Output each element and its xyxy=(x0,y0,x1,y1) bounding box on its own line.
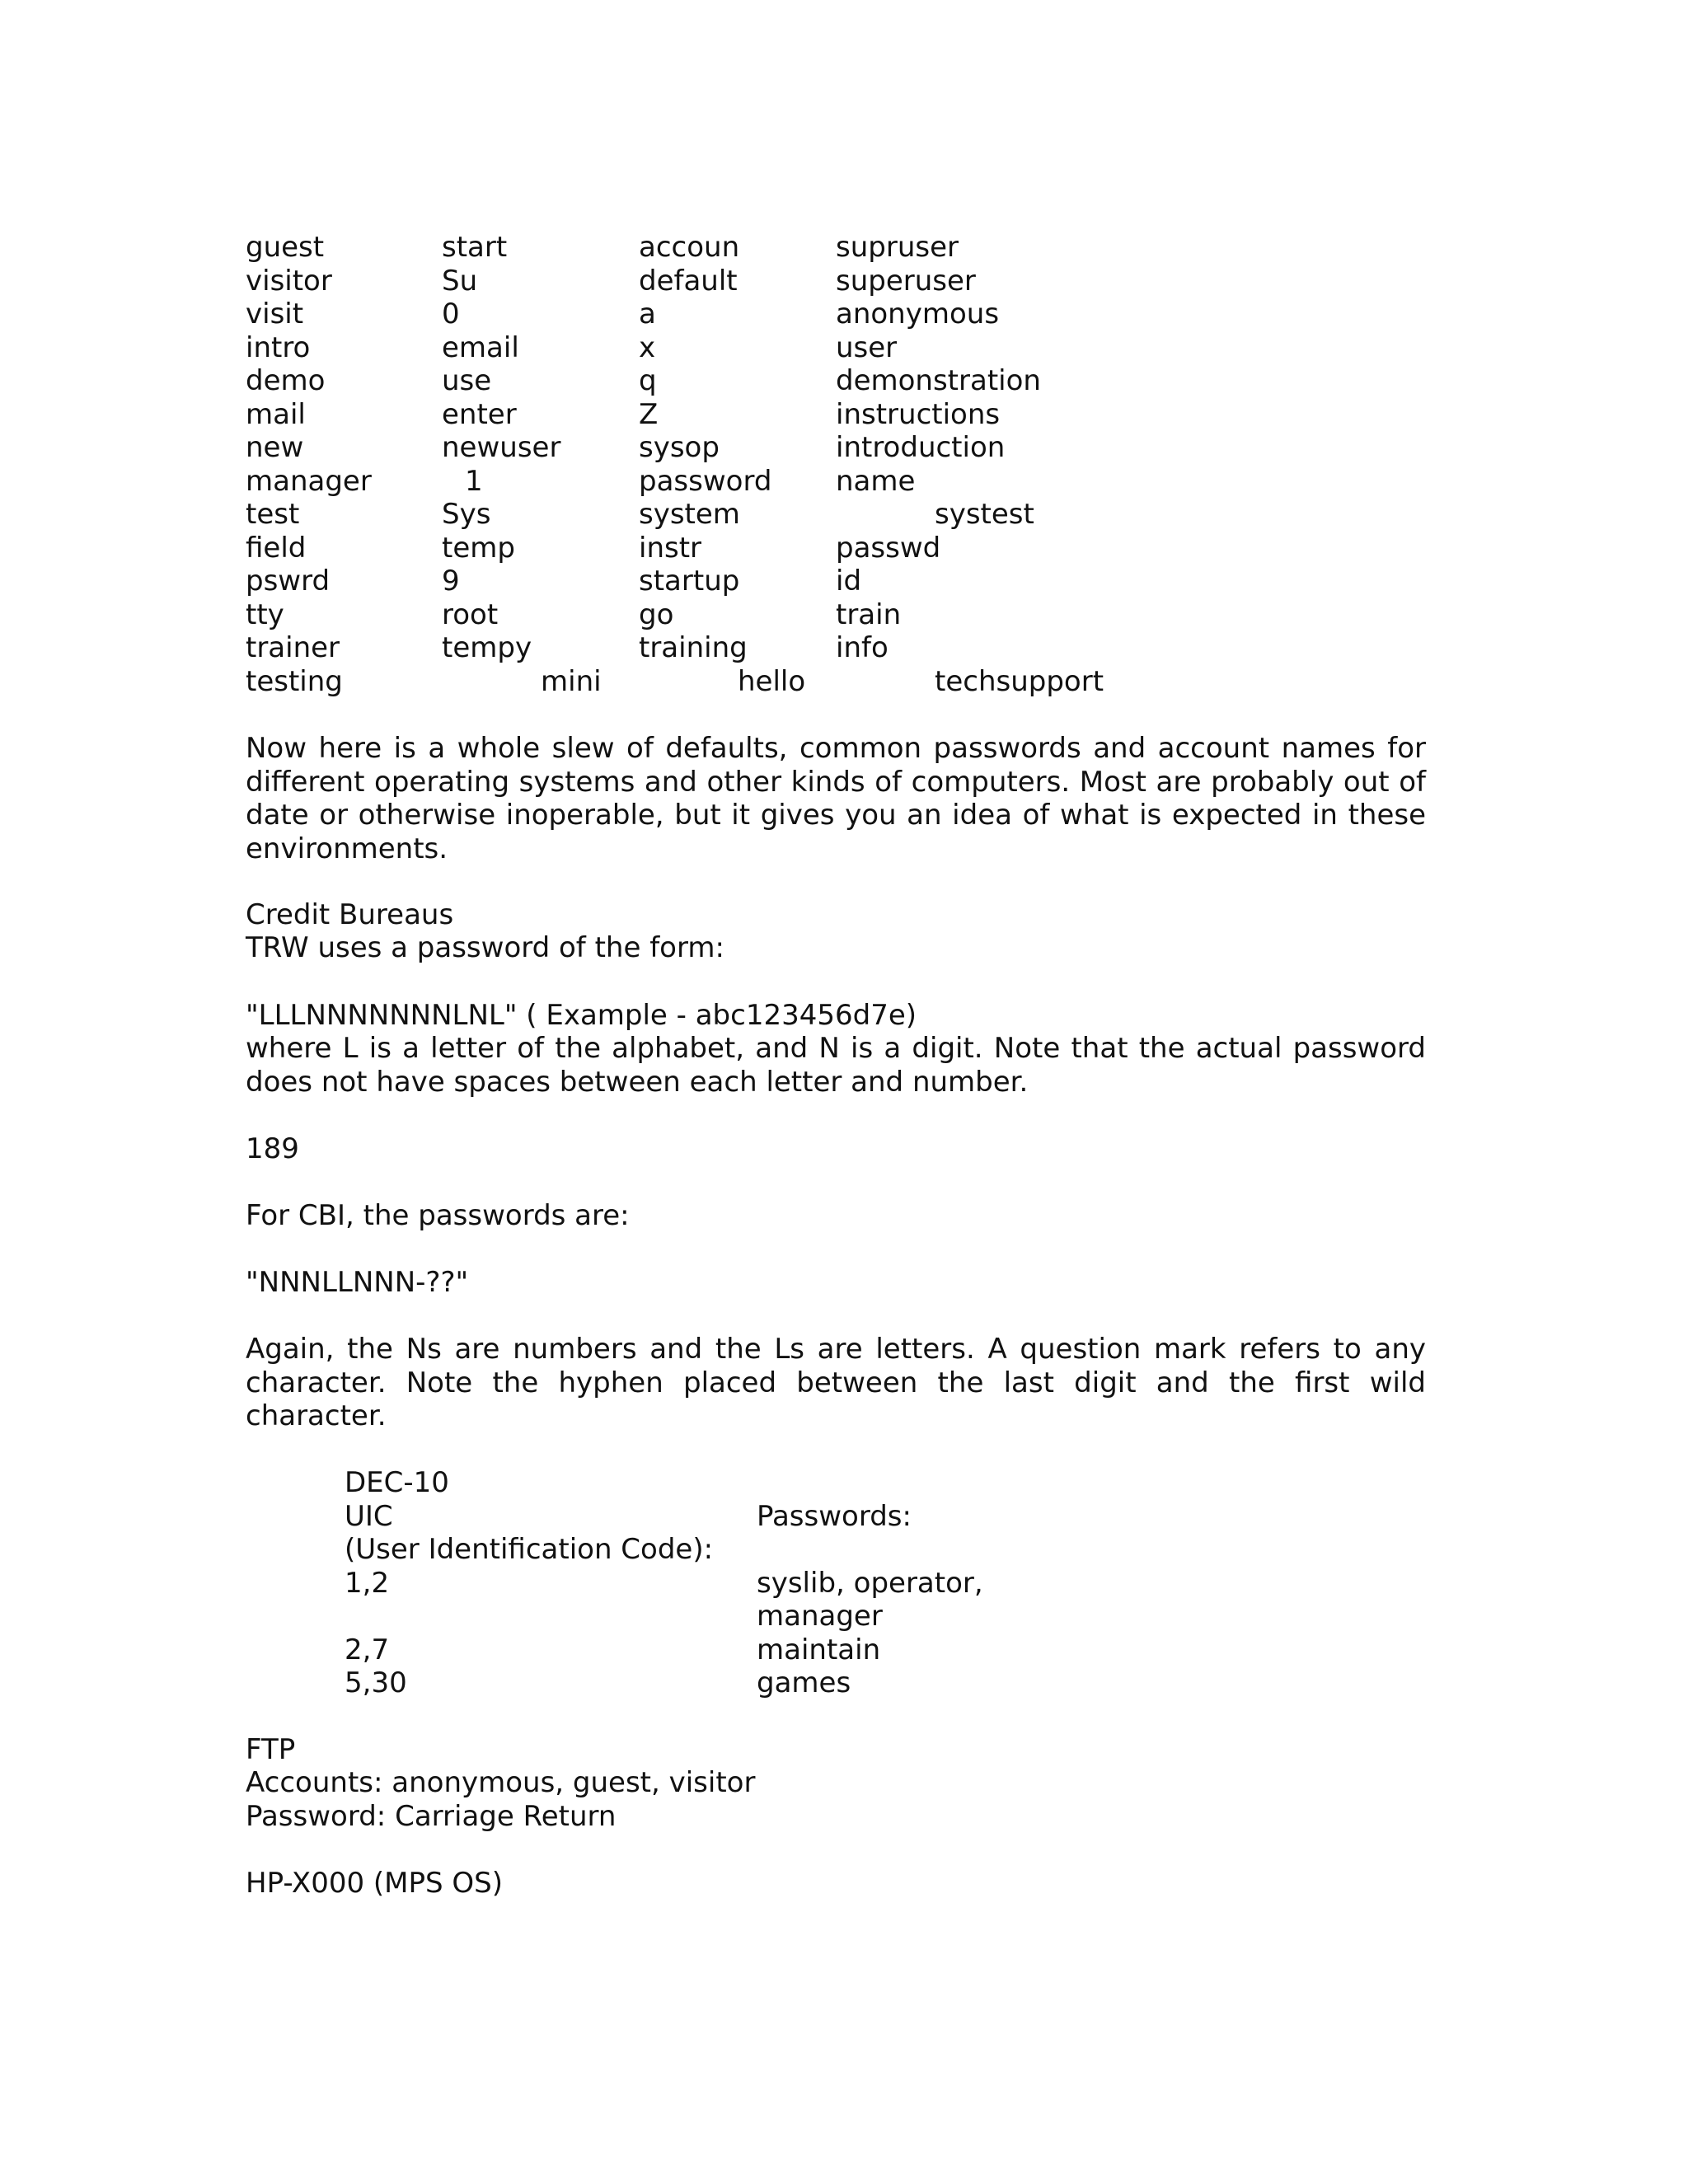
table-cell: tempy xyxy=(442,631,532,664)
table-cell: q xyxy=(639,364,657,397)
table-cell: test xyxy=(246,498,300,531)
dec10-title: DEC-10 xyxy=(345,1466,449,1499)
dec10-title-row xyxy=(345,1466,1086,1500)
table-row xyxy=(246,298,1152,331)
table-row xyxy=(246,565,1152,598)
cbi-description: For CBI, the passwords are: xyxy=(246,1199,630,1232)
table-cell: train xyxy=(836,598,902,631)
dec10-uic-full-row xyxy=(345,1533,1086,1567)
dec10-entry xyxy=(345,1633,1086,1667)
page-number: 189 xyxy=(246,1132,299,1165)
table-cell: demonstration xyxy=(836,364,1041,397)
table-cell: Sys xyxy=(442,498,491,531)
table-cell: new xyxy=(246,431,304,464)
table-cell: hello xyxy=(738,664,806,698)
dec10-passwords: syslib, operator, xyxy=(757,1566,983,1600)
dec10-passwords: maintain xyxy=(757,1633,881,1666)
table-cell: instructions xyxy=(836,397,1001,431)
table-cell: Su xyxy=(442,264,478,298)
table-row xyxy=(246,364,1152,398)
table-row xyxy=(246,532,1152,565)
dec10-uic: 1,2 xyxy=(345,1566,390,1600)
table-cell: visit xyxy=(246,298,304,330)
dec10-entry xyxy=(345,1600,1086,1633)
table-cell: training xyxy=(639,631,748,664)
dec10-entry xyxy=(345,1567,1086,1601)
table-cell: instr xyxy=(639,531,702,565)
dec10-entry xyxy=(345,1666,1086,1700)
credit-bureaus-heading: Credit Bureaus xyxy=(246,898,454,931)
table-cell: tty xyxy=(246,598,284,631)
dec10-section xyxy=(345,1466,1086,1700)
table-cell: accoun xyxy=(639,231,740,264)
table-cell: systest xyxy=(935,498,1034,531)
table-cell: field xyxy=(246,531,307,565)
table-cell: 0 xyxy=(442,298,460,330)
table-row xyxy=(246,465,1152,499)
dec10-uic-full: (User Identification Code): xyxy=(345,1533,714,1566)
table-row xyxy=(246,665,1152,699)
table-cell: techsupport xyxy=(935,664,1104,698)
intro-paragraph: Now here is a whole slew of defaults, common passwords and account names for different operating systems and other kinds of computers. Most are probably out of date or otherwise inoperable, but it gives you an idea of what is expected in these environments. xyxy=(246,732,1426,865)
table-cell: email xyxy=(442,330,519,364)
table-cell: anonymous xyxy=(836,298,1000,330)
table-cell: info xyxy=(836,631,889,664)
table-cell: a xyxy=(639,298,656,330)
ftp-heading: FTP xyxy=(246,1733,296,1766)
default-accounts-table xyxy=(246,231,1152,698)
table-row xyxy=(246,398,1152,432)
table-cell: root xyxy=(442,598,499,631)
table-cell: use xyxy=(442,364,492,397)
ftp-accounts: Accounts: anonymous, guest, visitor xyxy=(246,1766,756,1799)
table-row xyxy=(246,598,1152,632)
table-row xyxy=(246,498,1152,532)
cbi-explanation: Again, the Ns are numbers and the Ls are letters. A question mark refers to any character. Note the hyphen placed between the last digit and the first wild character. xyxy=(246,1333,1426,1432)
dec10-uic: 2,7 xyxy=(345,1633,390,1666)
dec10-header-row xyxy=(345,1500,1086,1534)
dec10-uic-label: UIC xyxy=(345,1499,393,1533)
table-cell: superuser xyxy=(836,264,976,298)
table-cell: mini xyxy=(541,664,602,698)
table-cell: sysop xyxy=(639,431,720,464)
table-row xyxy=(246,331,1152,365)
table-row xyxy=(246,265,1152,298)
dec10-passwords: manager xyxy=(757,1600,883,1633)
table-cell: passwd xyxy=(836,531,941,565)
trw-password-format: "LLLNNNNNNNLNL" ( Example - abc123456d7e) xyxy=(246,999,917,1032)
cbi-password-format: "NNNLLNNN-??" xyxy=(246,1266,469,1299)
table-cell: trainer xyxy=(246,631,340,664)
table-cell: supruser xyxy=(836,231,959,264)
table-cell: guest xyxy=(246,231,325,264)
table-cell: demo xyxy=(246,364,326,397)
table-cell: go xyxy=(639,598,674,631)
table-cell: intro xyxy=(246,330,311,364)
hp-heading: HP-X000 (MPS OS) xyxy=(246,1867,503,1900)
table-cell: 1 xyxy=(465,464,483,498)
table-cell: name xyxy=(836,464,916,498)
table-cell: Z xyxy=(639,397,659,431)
table-cell: manager xyxy=(246,464,372,498)
trw-description: TRW uses a password of the form: xyxy=(246,931,724,964)
table-cell: default xyxy=(639,264,738,298)
dec10-uic: 5,30 xyxy=(345,1666,407,1699)
table-cell: password xyxy=(639,464,772,498)
table-cell: enter xyxy=(442,397,517,431)
table-cell: newuser xyxy=(442,431,561,464)
table-cell: system xyxy=(639,498,740,531)
table-cell: testing xyxy=(246,664,343,698)
dec10-passwords: games xyxy=(757,1666,851,1699)
table-cell: visitor xyxy=(246,264,332,298)
table-cell: mail xyxy=(246,397,306,431)
ftp-password: Password: Carriage Return xyxy=(246,1800,617,1833)
table-cell: pswrd xyxy=(246,565,331,598)
table-cell: 9 xyxy=(442,565,460,598)
table-row xyxy=(246,431,1152,465)
table-cell: start xyxy=(442,231,508,264)
table-cell: startup xyxy=(639,565,740,598)
table-cell: temp xyxy=(442,531,515,565)
table-cell: introduction xyxy=(836,431,1006,464)
trw-explanation: where L is a letter of the alphabet, and N is a digit. Note that the actual password does not have spaces between each letter and number. xyxy=(246,1032,1426,1099)
table-cell: x xyxy=(639,330,656,364)
table-cell: user xyxy=(836,330,898,364)
table-cell: id xyxy=(836,565,862,598)
dec10-passwords-label: Passwords: xyxy=(757,1499,912,1533)
table-row xyxy=(246,231,1152,265)
table-row xyxy=(246,631,1152,665)
